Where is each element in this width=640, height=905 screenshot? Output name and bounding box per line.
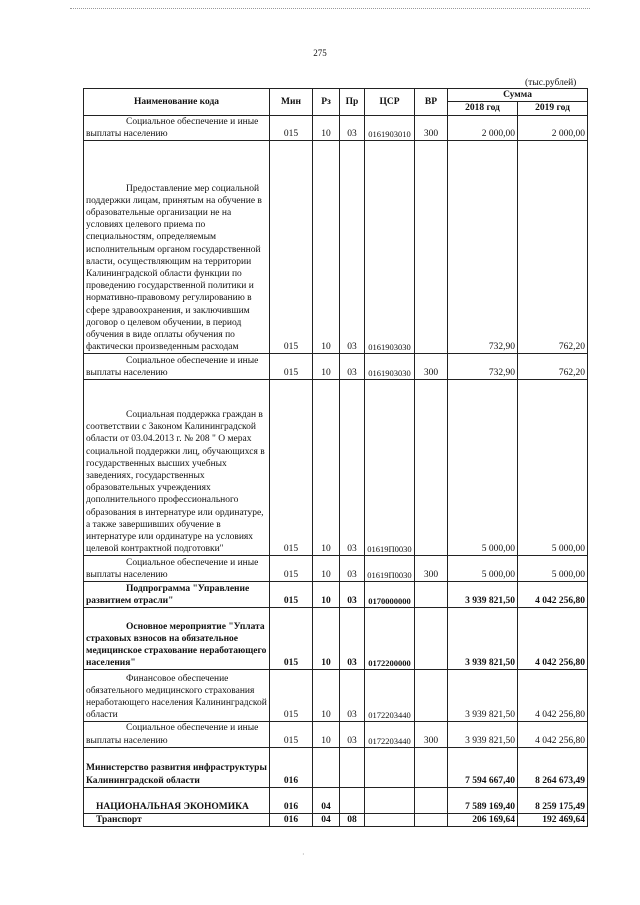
header-rz: Рз [313,89,340,116]
row-min: 015 [270,722,313,747]
row-min: 015 [270,608,313,670]
table-row [84,787,588,813]
row-name: Социальное обеспечение и иные выплаты населению [84,354,270,380]
row-csr [365,813,415,826]
row-min: 015 [270,670,313,722]
row-vr [415,787,448,813]
row-rz: 10 [313,670,340,722]
row-value-2018: 3 939 821,50 [448,582,518,608]
row-value-2018: 206 169,64 [448,813,518,826]
header-name: Наименование кода [84,89,270,116]
row-value-2018: 5 000,00 [448,380,518,556]
table-row [84,141,588,354]
row-csr: 0172203440 [365,670,415,722]
row-min: 015 [270,380,313,556]
row-vr [415,747,448,787]
row-rz: 10 [313,722,340,747]
row-value-2019: 192 469,64 [518,813,588,826]
row-pr: 08 [340,813,365,826]
header-pr: Пр [340,89,365,116]
table-row [84,556,588,582]
row-value-2018: 5 000,00 [448,556,518,582]
row-value-2019: 762,20 [518,354,588,380]
header-sum: Сумма [448,89,588,102]
row-rz: 04 [313,787,340,813]
row-name: Министерство развития инфраструктуры Калининградской области [84,747,270,787]
row-min: 015 [270,116,313,141]
row-min: 015 [270,556,313,582]
table-row [84,116,588,141]
table-row [84,722,588,747]
header-min: Мин [270,89,313,116]
row-pr: 03 [340,116,365,141]
row-name: Предоставление мер социальной поддержки лицам, принятым на обучение в образовательные организации не на условиях целевого приема по специальностям, определяемым исполнительным органом государственной власти, осуществляющим на территории Калининградской области функции по проведению государственной политики и нормативно-правовому регулированию в сфере здравоохранения, и заключившим договор о целевом обучении, в период обучения в виде оплаты обучения по фактически произведенным расходам [84,141,270,354]
row-value-2019: 4 042 256,80 [518,722,588,747]
row-min: 015 [270,141,313,354]
row-rz [313,747,340,787]
row-pr: 03 [340,722,365,747]
row-value-2018: 3 939 821,50 [448,722,518,747]
row-pr: 03 [340,354,365,380]
table-row [84,354,588,380]
row-value-2018: 2 000,00 [448,116,518,141]
row-pr: 03 [340,608,365,670]
row-value-2018: 732,90 [448,141,518,354]
row-name: Социальное обеспечение и иные выплаты населению [84,556,270,582]
row-min: 016 [270,787,313,813]
row-rz: 10 [313,608,340,670]
row-value-2019: 2 000,00 [518,116,588,141]
row-pr: 03 [340,556,365,582]
row-value-2019: 762,20 [518,141,588,354]
table-row [84,747,588,787]
row-rz: 10 [313,141,340,354]
row-rz: 10 [313,556,340,582]
row-csr: 0161903030 [365,141,415,354]
row-min: 015 [270,354,313,380]
row-min: 015 [270,582,313,608]
row-name: Основное мероприятие "Уплата страховых взносов на обязательное медицинское страхование неработающего населения" [84,608,270,670]
row-name: Подпрограмма "Управление развитием отрасли" [84,582,270,608]
row-vr [415,608,448,670]
table-row [84,670,588,722]
table-row [84,608,588,670]
row-name: Финансовое обеспечение обязательного медицинского страхования неработающего населения Калининградской области [84,670,270,722]
row-value-2019: 5 000,00 [518,556,588,582]
row-value-2019: 8 259 175,49 [518,787,588,813]
row-csr: 01619П0030 [365,556,415,582]
row-csr [365,787,415,813]
row-vr [415,380,448,556]
table-row [84,582,588,608]
row-name: Транспорт [84,813,270,826]
row-csr [365,747,415,787]
scan-dot: · [302,850,305,859]
scan-top-edge [70,8,590,9]
header-row [84,89,588,102]
budget-table [83,88,588,827]
row-csr: 0161903010 [365,116,415,141]
row-value-2019: 4 042 256,80 [518,670,588,722]
row-value-2019: 4 042 256,80 [518,608,588,670]
row-pr [340,747,365,787]
header-2019: 2019 год [518,102,588,116]
row-vr: 300 [415,354,448,380]
row-min: 016 [270,813,313,826]
row-name: Социальная поддержка граждан в соответствии с Законом Калининградской области от 03.04.2013 г. № 208 " О мерах социальной поддержки лиц, обучающихся в государственных высших учебных заведениях, государственных образовательных учреждениях дополнительного профессионального образования в интернатуре или ординатуре, а также завершивших обучение в интернатуре или ординатуре на условиях целевой контрактной подготовки" [84,380,270,556]
header-2018: 2018 год [448,102,518,116]
row-vr: 300 [415,722,448,747]
row-pr [340,787,365,813]
row-min: 016 [270,747,313,787]
row-name: Социальное обеспечение и иные выплаты населению [84,722,270,747]
row-value-2018: 3 939 821,50 [448,608,518,670]
row-pr: 03 [340,141,365,354]
row-value-2019: 4 042 256,80 [518,582,588,608]
row-rz: 04 [313,813,340,826]
row-value-2018: 732,90 [448,354,518,380]
row-name: Социальное обеспечение и иные выплаты населению [84,116,270,141]
row-vr [415,813,448,826]
row-rz: 10 [313,582,340,608]
row-vr [415,582,448,608]
row-name: НАЦИОНАЛЬНАЯ ЭКОНОМИКА [84,787,270,813]
row-pr: 03 [340,380,365,556]
row-csr: 0161903030 [365,354,415,380]
table-row [84,380,588,556]
row-value-2018: 3 939 821,50 [448,670,518,722]
row-pr: 03 [340,582,365,608]
row-csr: 0172200000 [365,608,415,670]
row-value-2018: 7 589 169,40 [448,787,518,813]
row-vr: 300 [415,116,448,141]
row-vr [415,670,448,722]
page-number: 275 [313,48,327,58]
row-value-2019: 5 000,00 [518,380,588,556]
row-rz: 10 [313,116,340,141]
header-vr: ВР [415,89,448,116]
table-row [84,813,588,826]
row-csr: 01619П0030 [365,380,415,556]
row-rz: 10 [313,380,340,556]
row-value-2018: 7 594 667,40 [448,747,518,787]
row-pr: 03 [340,670,365,722]
row-value-2019: 8 264 673,49 [518,747,588,787]
row-csr: 0172203440 [365,722,415,747]
header-csr: ЦСР [365,89,415,116]
row-rz: 10 [313,354,340,380]
units-label: (тыс.рублей) [525,78,577,88]
row-csr: 0170000000 [365,582,415,608]
row-vr [415,141,448,354]
row-vr: 300 [415,556,448,582]
